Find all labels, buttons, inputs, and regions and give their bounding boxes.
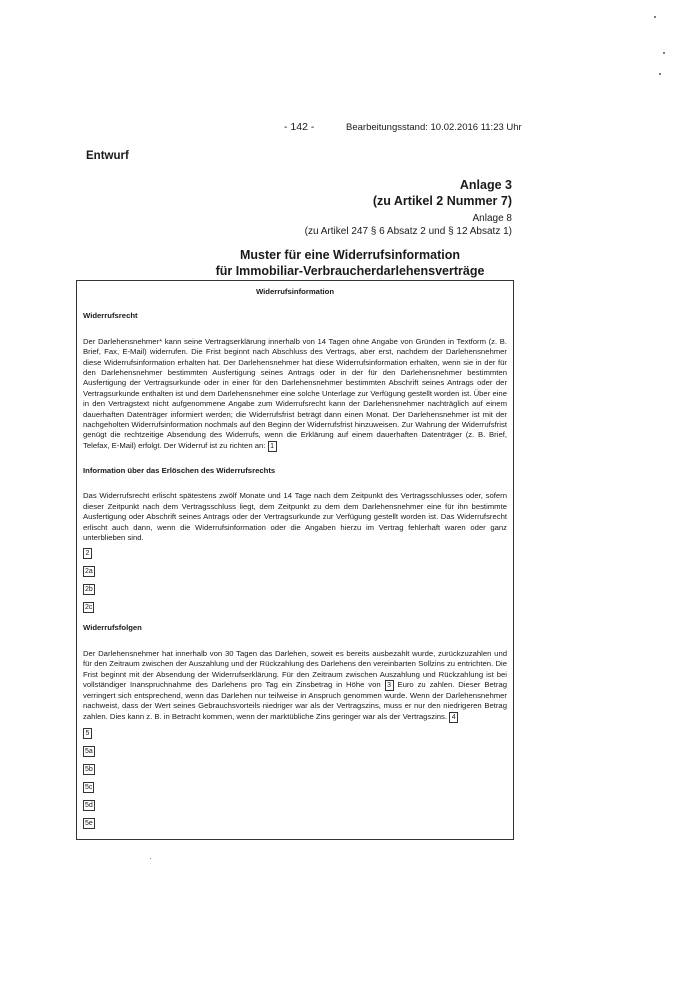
placeholder-marker: 2a	[85, 568, 93, 576]
document-title	[0, 247, 700, 279]
paragraph-widerrufsrecht	[83, 337, 507, 452]
placeholder-marker: 5b	[85, 765, 93, 773]
section-heading-erloeschen: Information über das Erlöschen des Widerrufsrechts	[83, 465, 276, 475]
widerruf-box	[76, 280, 514, 840]
anlage-line-1: Anlage 3	[459, 178, 512, 192]
placeholder-marker: 2c	[85, 604, 93, 612]
anlage-heading	[373, 177, 512, 209]
paragraph-text: Euro zu zahlen. Dieser Betrag verringert sich entsprechend, wenn das Darlehen nur teilweise in Anspruch genommen wurde. Wenn der Darlehensnehmer nachweist, dass der Wert seines Gebrauchsvorteils niedriger war als der Vertragszins, muss er nur den niedrigeren Betrag zahlen. Dies kann z. B. in Betracht kommen, wenn der marktübliche Zins geringer war als der Vertragszins.	[83, 679, 507, 721]
placeholder-marker: 5	[83, 728, 92, 739]
scan-speck	[654, 16, 656, 18]
placeholder-marker: 4	[449, 712, 458, 723]
scan-speck	[659, 73, 661, 75]
placeholder-marker: 2b	[85, 586, 93, 594]
placeholder-marker: 5e	[85, 819, 93, 827]
document-title-line-2: für Immobiliar-Verbraucherdarlehensverträge	[215, 264, 485, 278]
placeholder-marker: 2	[83, 548, 92, 559]
anlage8-line-2: (zu Artikel 247 § 6 Absatz 2 und § 12 Absatz 1)	[304, 226, 512, 237]
anlage8-reference	[305, 212, 512, 238]
paragraph-text: Der Darlehensnehmer* kann seine Vertragserklärung innerhalb von 14 Tagen ohne Angabe von Gründen in Textform (z. B. Brief, Fax, E-Mail) widerrufen. Die Frist beginnt nach Abschluss des Vertrags, aber erst, nachdem der Darlehensnehmer diese Widerrufsinformation erhalten hat. Der Darlehensnehmer hat diese Widerrufsinformation erhalten, wenn sie in der für den Darlehensnehmer bestimmten Ausfertigung seines Antrags oder in der für den Darlehensnehmer bestimmten Ausfertigung der Vertragsurkunde oder in einer für den Darlehensnehmer bestimmten Abschrift seines Antrags oder der Vertragsurkunde enthalten ist und dem Darlehensnehmer eine solche Unterlage zur Verfügung gestellt worden ist. Über eine in den Vertragstext nicht aufgenommene Angabe zum Widerrufsrecht kann der Darlehensnehmer nachträglich auf einem dauerhaften Datenträger informiert werden; die Widerrufsfrist beträgt dann einen Monat. Der Darlehensnehmer ist mit der nachgeholten Widerrufsinformation nochmals auf den Beginn der Widerrufsfrist hinzuweisen. Zur Wahrung der Widerrufsfrist genügt die rechtzeitige Absendung des Widerrufs, wenn die Erklärung auf einem dauerhaften Datenträger (z. B. Brief, Telefax, E-Mail) erfolgt. Der Widerruf ist zu richten an:	[83, 336, 507, 450]
section-heading-widerrufsfolgen: Widerrufsfolgen	[83, 623, 142, 633]
placeholder-marker: 1	[268, 441, 277, 452]
paragraph-erloeschen: Das Widerrufsrecht erlischt spätestens zwölf Monate und 14 Tage nach dem Zeitpunkt des Vertragsschlusses oder, sofern dieser Zeitpunkt nach dem Vertragsschluss liegt, dem Zeitpunkt zu dem dem Darlehensnehmer eine für ihn bestimmte Ausfertigung oder Abschrift seines Antrags oder der Vertragsurkunde zur Verfügung gestellt worden ist. Das Widerrufsrecht erlischt auch dann, wenn die Widerrufsinformation oder die Angaben hierzu im Vertrag fehlerhaft waren oder ganz unterblieben sind.	[83, 491, 507, 542]
marker-list-erloeschen	[83, 548, 507, 613]
anlage8-line-1: Anlage 8	[472, 213, 512, 224]
placeholder-marker: 3	[385, 680, 394, 691]
marker-list-widerrufsfolgen	[83, 728, 507, 829]
paragraph-widerrufsfolgen	[83, 649, 507, 723]
paragraph-text: Der Darlehensnehmer hat innerhalb von 30 Tagen das Darlehen, soweit es bereits ausbezahlt wurde, zurückzuzahlen und für den Zeitraum zwischen der Auszahlung und der Rückzahlung des Darlehens den vereinbarten Sollzins zu entrichten. Die Frist beginnt mit der Absendung der Widerrufserklärung. Für den Zeitraum zwischen Auszahlung und Rückzahlung ist bei vollständiger Inanspruchnahme des Darlehens pro Tag ein Zinsbetrag in Höhe von	[83, 648, 507, 689]
scan-speck	[663, 52, 665, 54]
placeholder-marker: 5c	[85, 783, 93, 791]
scan-speck	[150, 858, 151, 859]
edit-status: Bearbeitungsstand: 10.02.2016 11:23 Uhr	[346, 122, 522, 133]
document-title-line-1: Muster für eine Widerrufsinformation	[239, 248, 461, 262]
box-title: Widerrufsinformation	[255, 287, 335, 296]
section-heading-widerrufsrecht: Widerrufsrecht	[83, 311, 138, 321]
anlage-line-2: (zu Artikel 2 Nummer 7)	[372, 194, 512, 208]
draft-label: Entwurf	[86, 150, 129, 162]
page-number: - 142 -	[284, 121, 315, 133]
placeholder-marker: 5d	[85, 801, 93, 809]
placeholder-marker: 5a	[85, 747, 93, 755]
